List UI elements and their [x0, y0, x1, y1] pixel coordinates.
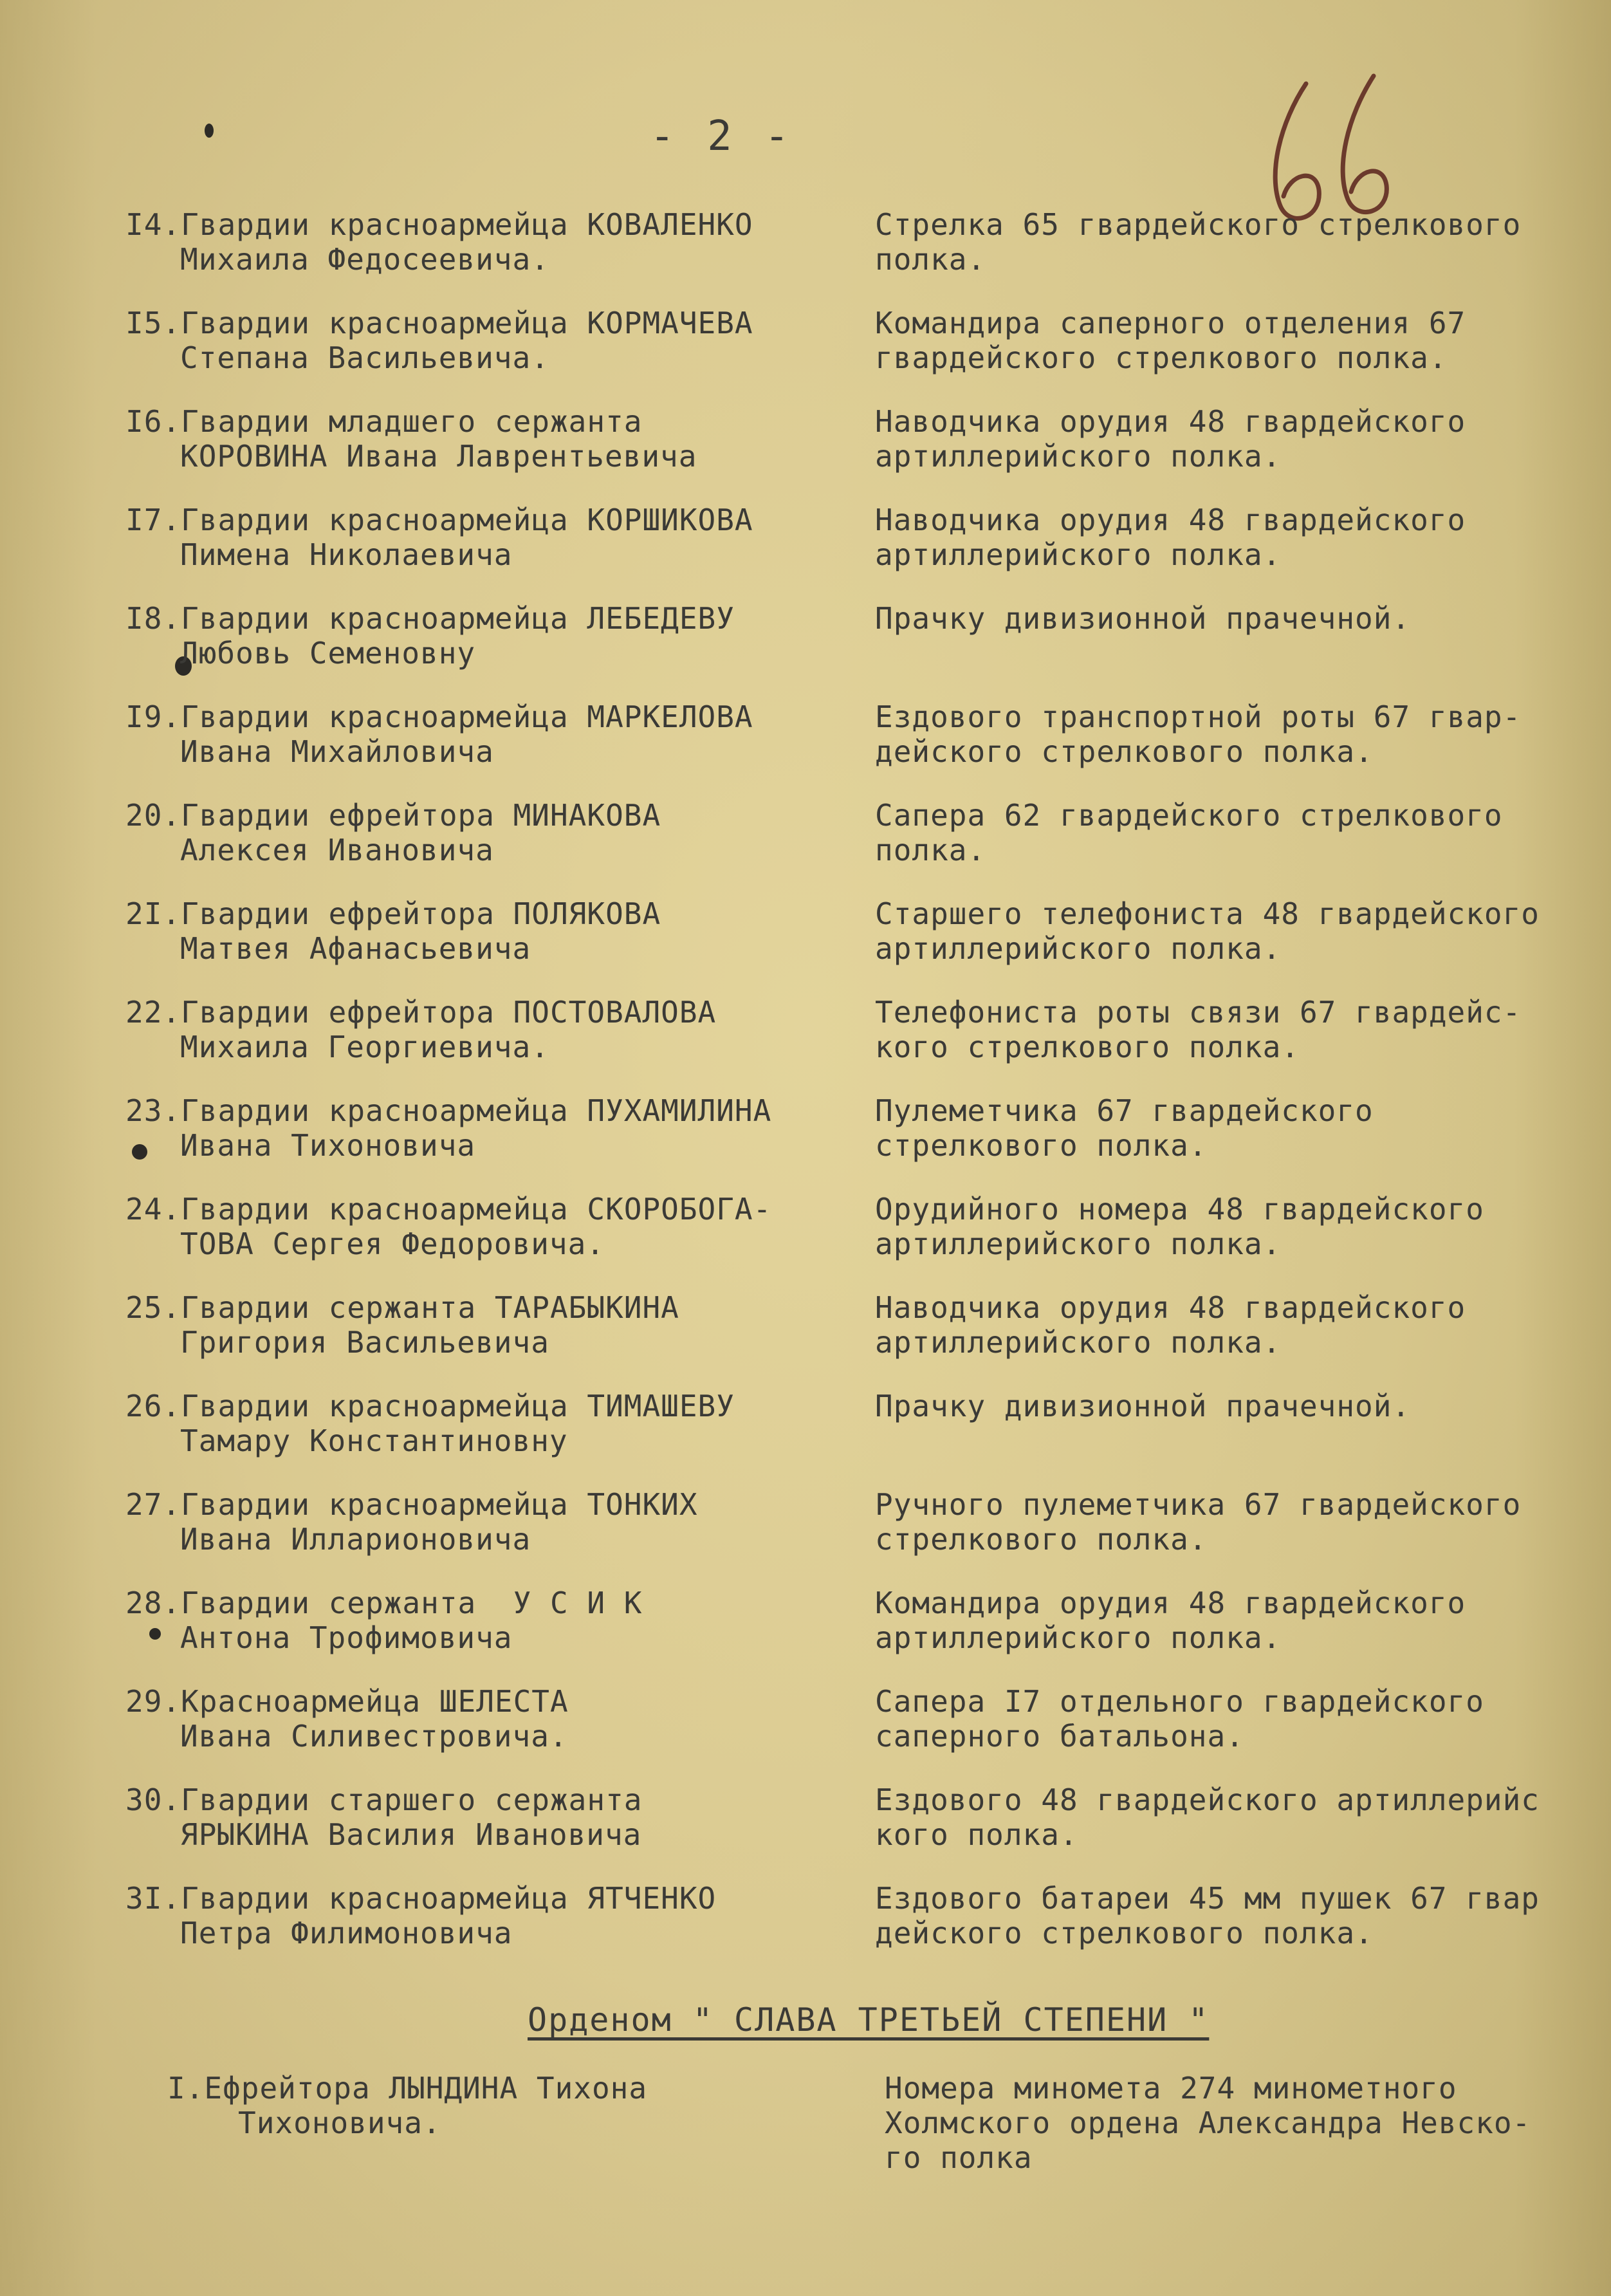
list-item	[0, 1881, 1611, 1958]
list-item	[0, 1290, 1611, 1367]
list-item	[0, 896, 1611, 974]
list-item	[0, 2071, 1611, 2175]
recipient-name: 3I.Гвардии красноармейца ЯТЧЕНКО Петра Филимоновича	[125, 1881, 717, 1950]
recipient-position: Ездового 48 гвардейского артиллерийс кого полка.	[875, 1782, 1540, 1852]
recipient-name: 24.Гвардии красноармейца СКОРОБОГА- ТОВА Сергея Федоровича.	[125, 1192, 772, 1261]
list-item	[0, 1487, 1611, 1564]
recipient-position: Прачку дивизионной прачечной.	[875, 601, 1411, 636]
recipient-position: Сапера 62 гвардейского стрелкового полка.	[875, 798, 1503, 867]
recipient-name: 30.Гвардии старшего сержанта ЯРЫКИНА Василия Ивановича	[125, 1782, 643, 1852]
list-item	[0, 601, 1611, 678]
recipient-position: Наводчика орудия 48 гвардейского артиллерийского полка.	[875, 404, 1466, 474]
recipient-position: Наводчика орудия 48 гвардейского артиллерийского полка.	[875, 1290, 1466, 1360]
punch-hole	[205, 124, 214, 138]
page-number: - 2 -	[650, 113, 793, 160]
section-heading: Орденом " СЛАВА ТРЕТЬЕЙ СТЕПЕНИ "	[528, 2001, 1210, 2039]
recipient-position: Стрелка 65 гвардейского стрелкового полка.	[875, 207, 1522, 277]
recipient-position: Командира саперного отделения 67 гвардейского стрелкового полка.	[875, 306, 1466, 375]
recipient-name: 28.Гвардии сержанта У С И К Антона Трофимовича	[125, 1586, 643, 1655]
recipient-name: 29.Красноармейца ШЕЛЕСТА Ивана Силивестровича.	[125, 1684, 569, 1754]
list-item	[0, 404, 1611, 481]
recipient-position: Сапера I7 отдельного гвардейского саперного батальона.	[875, 1684, 1484, 1754]
recipient-name: 2I.Гвардии ефрейтора ПОЛЯКОВА Матвея Афанасьевича	[125, 896, 661, 966]
recipient-name: 20.Гвардии ефрейтора МИНАКОВА Алексея Ивановича	[125, 798, 661, 867]
recipient-name: I.Ефрейтора ЛЫНДИНА Тихона Тихоновича.	[167, 2071, 648, 2140]
recipient-name: 23.Гвардии красноармейца ПУХАМИЛИНА Ивана Тихоновича	[125, 1093, 772, 1163]
recipient-name: 22.Гвардии ефрейтора ПОСТОВАЛОВА Михаила Георгиевича.	[125, 995, 717, 1064]
recipient-name: 25.Гвардии сержанта ТАРАБЫКИНА Григория Васильевича	[125, 1290, 679, 1360]
recipient-name: I6.Гвардии младшего сержанта КОРОВИНА Ивана Лаврентьевича	[125, 404, 697, 474]
list-item	[0, 1192, 1611, 1269]
recipient-position: Командира орудия 48 гвардейского артиллерийского полка.	[875, 1586, 1466, 1655]
list-item	[0, 699, 1611, 777]
list-item	[0, 798, 1611, 875]
recipient-position: Ездового батареи 45 мм пушек 67 гвар дейского стрелкового полка.	[875, 1881, 1540, 1950]
list-item	[0, 1093, 1611, 1171]
list-item	[0, 1684, 1611, 1761]
recipient-name: I8.Гвардии красноармейца ЛЕБЕДЕВУ Любовь Семеновну	[125, 601, 735, 671]
recipient-position: Старшего телефониста 48 гвардейского артиллерийского полка.	[875, 896, 1540, 966]
recipient-name: I5.Гвардии красноармейца КОРМАЧЕВА Степана Васильевича.	[125, 306, 753, 375]
list-item	[0, 207, 1611, 284]
list-item	[0, 1389, 1611, 1466]
recipient-name: I7.Гвардии красноармейца КОРШИКОВА Пимена Николаевича	[125, 503, 753, 572]
recipient-position: Номера миномета 274 минометного Холмского ордена Александра Невско- го полка	[885, 2071, 1531, 2175]
list-item	[0, 503, 1611, 580]
recipient-name: 26.Гвардии красноармейца ТИМАШЕВУ Тамару Константиновну	[125, 1389, 735, 1458]
recipient-position: Телефониста роты связи 67 гвардейс- кого стрелкового полка.	[875, 995, 1522, 1064]
recipient-name: 27.Гвардии красноармейца ТОНКИХ Ивана Илларионовича	[125, 1487, 698, 1557]
recipient-position: Ручного пулеметчика 67 гвардейского стрелкового полка.	[875, 1487, 1522, 1557]
list-item	[0, 995, 1611, 1072]
recipient-name: I4.Гвардии красноармейца КОВАЛЕНКО Михаила Федосеевича.	[125, 207, 753, 277]
recipient-position: Ездового транспортной роты 67 гвар- дейского стрелкового полка.	[875, 699, 1522, 769]
list-item	[0, 306, 1611, 383]
recipient-position: Наводчика орудия 48 гвардейского артиллерийского полка.	[875, 503, 1466, 572]
recipient-position: Пулеметчика 67 гвардейского стрелкового полка.	[875, 1093, 1374, 1163]
recipient-position: Орудийного номера 48 гвардейского артиллерийского полка.	[875, 1192, 1484, 1261]
list-item	[0, 1782, 1611, 1860]
list-item	[0, 1586, 1611, 1663]
recipient-name: I9.Гвардии красноармейца МАРКЕЛОВА Ивана Михайловича	[125, 699, 753, 769]
recipient-position: Прачку дивизионной прачечной.	[875, 1389, 1411, 1423]
